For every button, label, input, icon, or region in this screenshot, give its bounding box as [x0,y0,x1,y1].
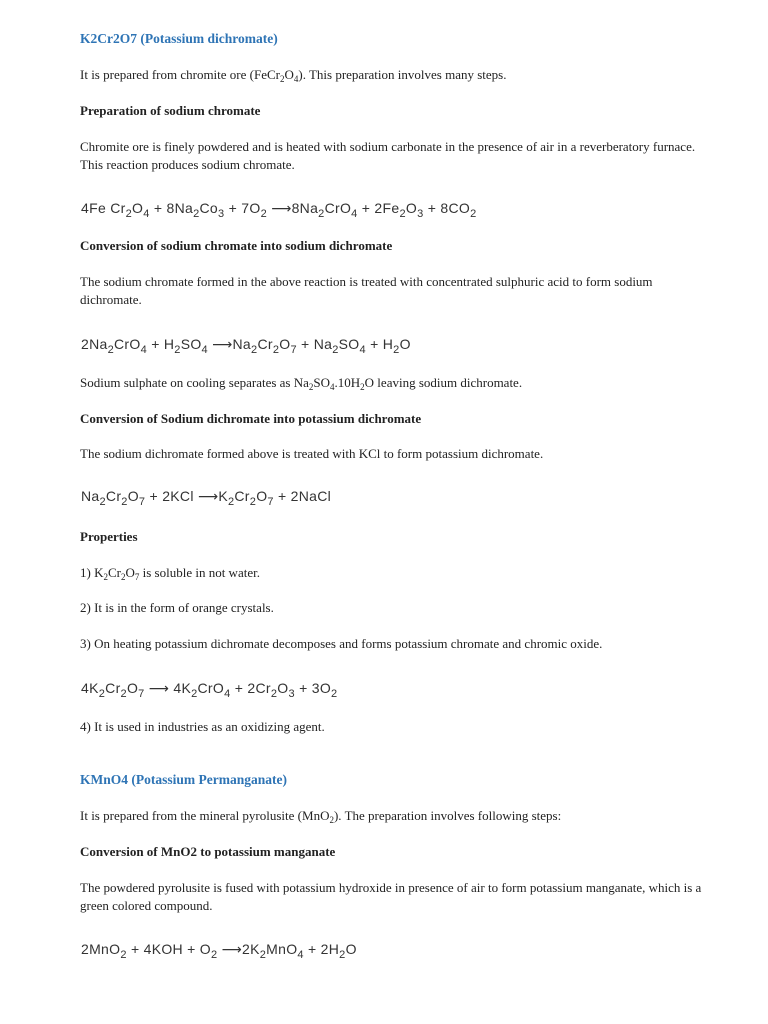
equation-potassium-dichromate: $Na_2Cr_2O_7 + 2KCl$ $⟶K_2Cr_2O_7$ + 2NaCl [81,488,332,508]
heading-conversion-mno2: Conversion of MnO2 to potassium manganate [80,844,336,859]
heading-conversion-to-potassium-dichromate: Conversion of Sodium dichromate into potassium dichromate [80,411,422,426]
section-title-potassium-dichromate: K2Cr2O7 (Potassium dichromate) [80,31,278,46]
equation-dichromate-decomposition: $4K_2Cr_2O_7$ ⟶ $4K_2CrO_4 + 2Cr_2O_3 + 3O_2$ [81,680,338,700]
heading-preparation-sodium-chromate: Preparation of sodium chromate [80,103,261,118]
paragraph-conversion-to-sodium-dichromate: The sodium chromate formed in the above reaction is treated with concentrated sulphuric acid to form sodium dichromate. [80,274,653,307]
equation-sodium-dichromate: $2Na_2CrO_4 + H_2SO_4$ $⟶Na_2Cr_2O_7 + Na_2SO_4 + H_2O$ [81,336,411,356]
intro-paragraph-permanganate: It is prepared from the mineral pyrolusite (MnO$_2$). The preparation involves following steps: [80,808,562,825]
property-4: 4) It is used in industries as an oxidizing agent. [80,719,325,734]
heading-conversion-to-sodium-dichromate: Conversion of sodium chromate into sodium dichromate [80,238,393,253]
intro-paragraph-dichromate: It is prepared from chromite ore $(FeCr_2O_4)$. This preparation involves many steps. [80,67,507,84]
paragraph-conversion-to-potassium-dichromate: The sodium dichromate formed above is treated with KCl to form potassium dichromate. [80,446,544,461]
property-2: 2) It is in the form of orange crystals. [80,600,274,615]
reaction-arrow: ⟶ [221,941,242,957]
paragraph-sodium-sulphate: Sodium sulphate on cooling separates as $Na_2SO_4.10H_2O$ leaving sodium dichromate. [80,375,523,392]
reaction-arrow: ⟶ [212,336,233,352]
heading-properties: Properties [80,529,138,544]
equation-potassium-manganate: $2MnO_2 + 4KOH + O_2$ $⟶2K_2MnO_4 + 2H_2O$ [81,941,357,961]
reaction-arrow: ⟶ [271,200,292,216]
reaction-arrow: ⟶ [197,488,219,504]
equation-sodium-chromate: 4Fe $Cr_2O_4 + 8Na_2Co_3 + 7O_2$ $⟶8Na_2CrO_4 + 2Fe_2O_3 + 8CO_2$ [81,200,477,220]
paragraph-preparation-sodium-chromate: Chromite ore is finely powdered and is heated with sodium carbonate in the presence of air in a reverberatory furnace. This reaction produces sodium chromate. [80,139,696,172]
property-1: 1) $K_2Cr_2O_7$ is soluble in not water. [80,565,260,582]
section-title-potassium-permanganate: KMnO4 (Potassium Permanganate) [80,772,287,787]
reaction-arrow: ⟶ [148,680,170,696]
property-3: 3) On heating potassium dichromate decomposes and forms potassium chromate and chromic oxide. [80,636,603,651]
paragraph-conversion-mno2: The powdered pyrolusite is fused with potassium hydroxide in presence of air to form potassium manganate, which is a green colored compound. [80,880,702,913]
